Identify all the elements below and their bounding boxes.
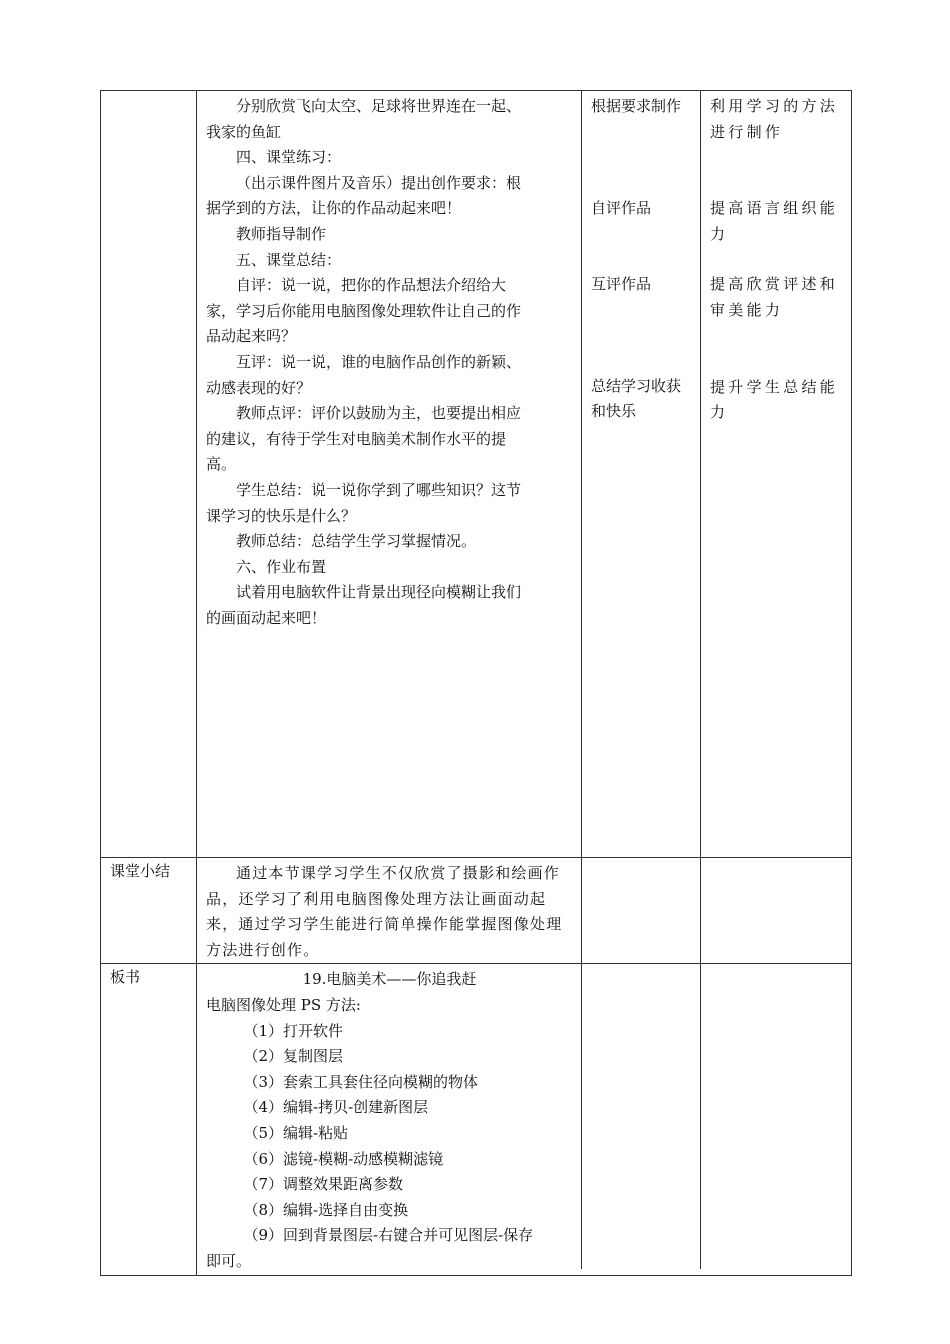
row-label-cell — [101, 91, 197, 858]
design-intent-cell — [701, 91, 852, 858]
content-line: 教师点评：评价以鼓励为主，也要提出相应 — [236, 404, 522, 423]
blackboard-step: （6）滤镜-模糊-动感模糊滤镜 — [243, 1149, 444, 1168]
content-line: 的画面动起来吧！ — [206, 608, 327, 627]
student-activity-2: 自评作品 — [591, 198, 652, 217]
content-line: 四、课堂练习： — [236, 148, 342, 167]
content-line: 的建议，有待于学生对电脑美术制作水平的提 — [206, 429, 507, 448]
blackboard-title: 19.电脑美术——你追我赶 — [302, 970, 477, 989]
teaching-process-row — [101, 91, 852, 858]
content-line: 互评：说一说，谁的电脑作品创作的新颖、 — [236, 352, 522, 371]
content-line: 教师指导制作 — [236, 224, 327, 243]
content-line: 学生总结：说一说你学到了哪些知识？这节 — [236, 480, 522, 499]
content-line: 五、课堂总结： — [236, 250, 342, 269]
blackboard-step: （7）调整效果距离参数 — [243, 1175, 404, 1194]
blackboard-step: （2）复制图层 — [243, 1047, 344, 1066]
blackboard-step: （4）编辑-拷贝-创建新图层 — [243, 1098, 429, 1117]
empty-cell — [582, 858, 701, 964]
class-summary-text: 通过本节课学习学生不仅欣赏了摄影和绘画作品，还学习了利用电脑图像处理方法让画面动起来，通过学习学生能进行简单操作能掌握图像处理方法进行创作。 — [206, 864, 563, 959]
empty-cell — [701, 858, 852, 964]
student-activity-4: 总结学习收获和快乐 — [591, 376, 682, 421]
content-line: 自评：说一说，把你的作品想法介绍给大 — [236, 276, 507, 295]
teacher-activity-content — [197, 91, 581, 631]
blackboard-label: 板书 — [110, 968, 141, 987]
design-intent-content — [701, 91, 851, 426]
content-line: 动感表现的好？ — [206, 378, 312, 397]
lesson-plan-table — [100, 90, 852, 1276]
student-activity-1: 根据要求制作 — [591, 97, 682, 115]
blackboard-subtitle: 电脑图像处理 PS 方法: — [206, 995, 361, 1014]
content-line: 家，学习后你能用电脑图像处理软件让自己的作 — [206, 301, 522, 320]
content-line: 课学习的快乐是什么？ — [206, 506, 357, 525]
blackboard-steps — [206, 1019, 573, 1249]
blackboard-step: （8）编辑-选择自由变换 — [243, 1200, 409, 1219]
content-line: （出示课件图片及音乐）提出创作要求：根 — [236, 173, 522, 192]
content-line: 六、作业布置 — [236, 557, 327, 576]
design-intent-3: 提高欣赏评述和审美能力 — [710, 275, 839, 319]
teacher-activity-cell — [197, 91, 582, 858]
design-intent-4: 提升学生总结能力 — [710, 377, 839, 422]
row-label-cell — [101, 858, 197, 964]
blackboard-step: （1）打开软件 — [243, 1021, 344, 1040]
blackboard-row — [101, 964, 852, 1275]
design-intent-1: 利用学习的方法进行制作 — [710, 97, 839, 141]
content-line: 据学到的方法，让你的作品动起来吧！ — [206, 199, 462, 218]
blackboard-step: （9）回到背景图层-右键合并可见图层-保存 — [243, 1226, 534, 1245]
class-summary-row — [101, 858, 852, 964]
content-line: 教师总结：总结学生学习掌握情况。 — [236, 532, 477, 551]
column-divider — [581, 960, 582, 1269]
content-line: 试着用电脑软件让背景出现径向模糊让我们 — [236, 583, 522, 602]
blackboard-step: （3）套索工具套住径向模糊的物体 — [243, 1072, 479, 1091]
class-summary-cell — [197, 858, 582, 964]
student-activity-cell — [582, 91, 701, 858]
content-line: 高。 — [206, 455, 237, 474]
column-divider — [700, 960, 701, 1269]
row-label-cell — [101, 964, 197, 1275]
content-line: 品动起来吗？ — [206, 327, 297, 346]
blackboard-cell — [197, 964, 852, 1275]
content-line: 分别欣赏飞向太空、足球将世界连在一起、 — [236, 97, 522, 115]
blackboard-step: （5）编辑-粘贴 — [243, 1123, 349, 1142]
design-intent-2: 提高语言组织能力 — [710, 199, 839, 243]
student-activity-3: 互评作品 — [591, 275, 652, 294]
content-line: 我家的鱼缸 — [206, 122, 282, 141]
row-label — [101, 91, 196, 93]
class-summary-label: 课堂小结 — [110, 862, 171, 880]
blackboard-steps-tail: 即可。 — [206, 1251, 252, 1270]
student-activity-content — [582, 91, 700, 425]
